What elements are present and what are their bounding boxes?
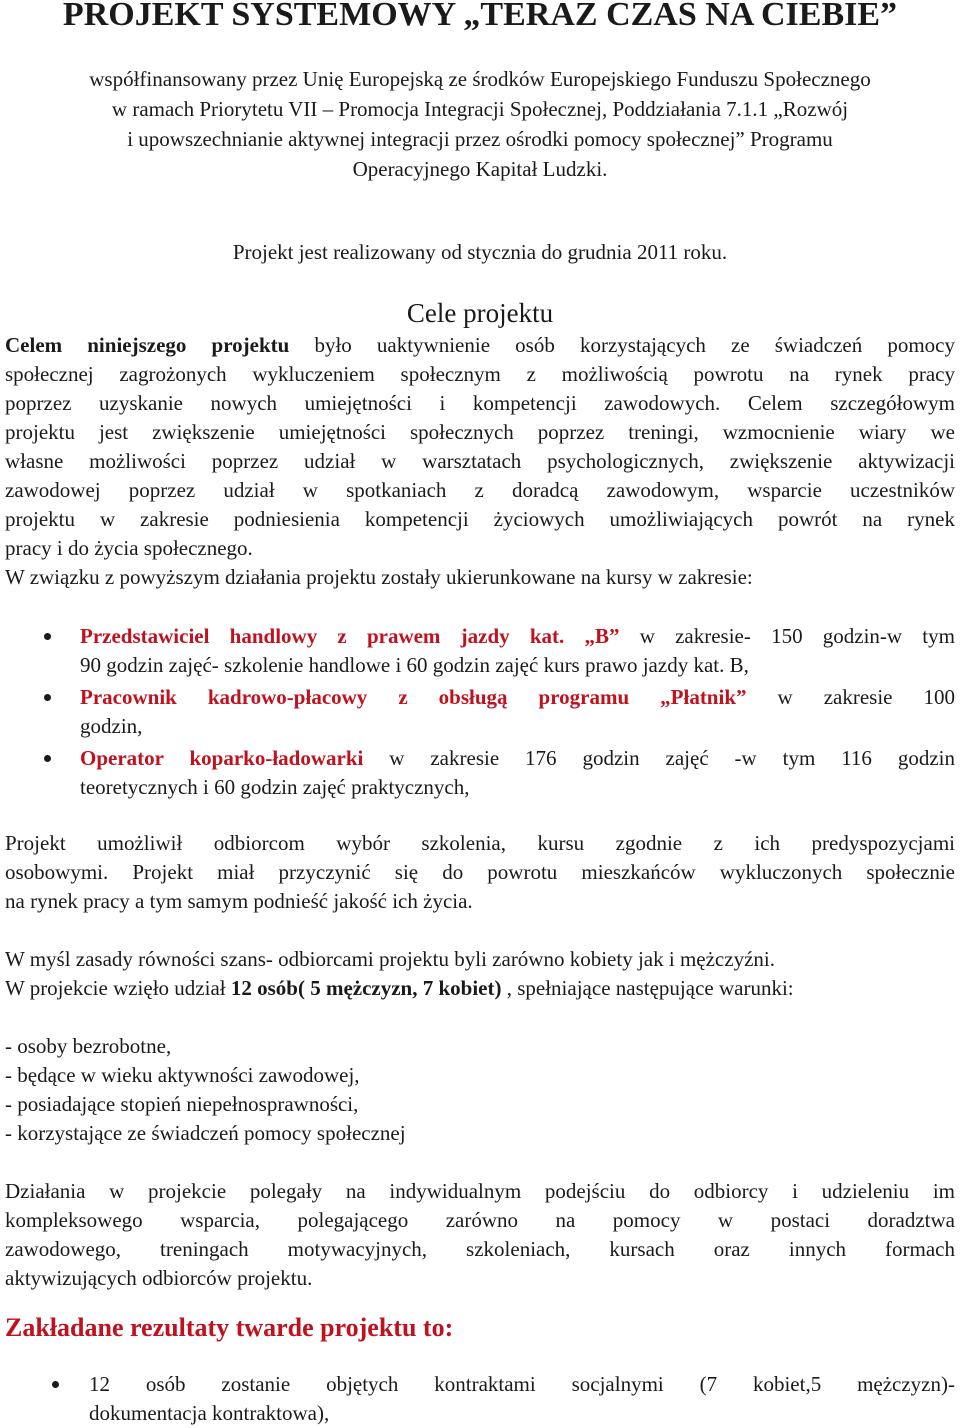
paragraph-line: własne możliwości poprzez udział w warsztatach psychologicznych, zwiększenie aktywizacji xyxy=(5,449,955,473)
paragraph-line: W związku z powyższym działania projektu zostały ukierunkowane na kursy w zakresie: xyxy=(5,565,753,589)
intro-line: współfinansowany przez Unię Europejską ze środków Europejskiego Funduszu Społecznego xyxy=(89,67,871,91)
text-span: w zakresie 100 xyxy=(746,685,956,709)
paragraph-line: pracy i do życia społecznego. xyxy=(5,536,253,560)
text-span: w zakresie 176 godzin zajęć -w tym 116 godzin xyxy=(363,746,955,770)
paragraph-line: zawodowej poprzez udział w spotkaniach z doradcą zawodowym, wsparcie uczestników xyxy=(5,478,955,502)
section-heading-rezultaty: Zakładane rezultaty twarde projektu to: xyxy=(5,1313,454,1342)
dzialania-paragraph xyxy=(5,1177,955,1293)
rownosc-paragraph xyxy=(5,945,955,1003)
paragraph-line: Projekt umożliwił odbiorcom wybór szkolenia, kursu zgodnie z ich predyspozycjami xyxy=(5,831,955,855)
paragraph-line: poprzez uzyskanie nowych umiejętności i kompetencji zawodowych. Celem szczegółowym xyxy=(5,391,955,415)
course-name: Operator koparko-ładowarki xyxy=(80,746,364,770)
bullet-icon xyxy=(44,633,51,640)
paragraph-line: na rynek pracy a tym samym podnieść jakość ich życia. xyxy=(5,889,473,913)
list-item-line xyxy=(80,744,955,773)
text-span: w zakresie- 150 godzin-w tym xyxy=(619,624,955,648)
list-item-line: 90 godzin zajęć- szkolenie handlowe i 60 godzin zajęć kurs prawo jazdy kat. B, xyxy=(80,653,749,677)
paragraph-line: zawodowego, treningach motywacyjnych, szkoleniach, kursach oraz innych formach xyxy=(5,1237,955,1261)
paragraph-line: projektu w zakresie podniesienia kompetencji życiowych umożliwiających powrót na rynek xyxy=(5,507,955,531)
list-item xyxy=(0,683,960,741)
text-span: było uaktywnienie osób korzystających ze świadczeń pomocy xyxy=(289,333,955,357)
document-title: PROJEKT SYSTEMOWY „TERAZ CZAS NA CIEBIE” xyxy=(62,0,898,33)
paragraph-line: W myśl zasady równości szans- odbiorcami projektu byli zarówno kobiety jak i mężczyźni. xyxy=(5,947,775,971)
cele-paragraph xyxy=(5,331,955,592)
bullet-icon xyxy=(44,755,51,762)
bullet-icon xyxy=(44,694,51,701)
project-period: Projekt jest realizowany od stycznia do grudnia 2011 roku. xyxy=(232,240,728,264)
list-item xyxy=(0,622,960,680)
intro-line: w ramach Priorytetu VII – Promocja Integracji Społecznej, Poddziałania 7.1.1 „Rozwój xyxy=(111,97,849,121)
course-list xyxy=(0,622,960,802)
section-heading-cele: Cele projektu xyxy=(406,298,554,328)
list-item-line: godzin, xyxy=(80,714,143,738)
list-item-line: teoretycznych i 60 godzin zajęć praktycznych, xyxy=(80,775,470,799)
condition-item: - osoby bezrobotne, xyxy=(5,1034,172,1058)
condition-item: - korzystające ze świadczeń pomocy społecznej xyxy=(5,1121,406,1145)
list-item xyxy=(0,744,960,802)
course-name: Pracownik kadrowo-płacowy z obsługą programu „Płatnik” xyxy=(80,685,747,709)
text-span: W projekcie wzięło udział xyxy=(5,976,231,1000)
intro-line: i upowszechnianie aktywnej integracji przez ośrodki pomocy społecznej” Programu xyxy=(127,127,833,151)
paragraph-line: społecznej zagrożonych wykluczeniem społecznym z możliwością powrotu na rynek pracy xyxy=(5,362,955,386)
conditions-list xyxy=(5,1032,955,1148)
text-span: , spełniające następujące warunki: xyxy=(501,976,794,1000)
intro-line: Operacyjnego Kapitał Ludzki. xyxy=(352,157,608,181)
condition-item: - będące w wieku aktywności zawodowej, xyxy=(5,1063,360,1087)
list-item-line xyxy=(80,622,955,651)
course-name: Przedstawiciel handlowy z prawem jazdy kat. „B” xyxy=(80,624,620,648)
paragraph-line: aktywizujących odbiorców projektu. xyxy=(5,1266,313,1290)
paragraph-line: Działania w projekcie polegały na indywidualnym podejściu do odbiorcy i udzieleniu im xyxy=(5,1179,955,1203)
results-list xyxy=(0,1370,960,1428)
paragraph-line: projektu jest zwiększenie umiejętności społecznych poprzez treningi, wzmocnienie wiary we xyxy=(5,420,955,444)
bold-phrase: Celem niniejszego projektu xyxy=(5,333,290,357)
paragraph-line xyxy=(5,331,955,360)
wybor-paragraph xyxy=(5,829,955,916)
funding-intro xyxy=(0,64,960,184)
paragraph-line: osobowymi. Projekt miał przyczynić się do powrotu mieszkańców wykluczonych społecznie xyxy=(5,860,955,884)
list-item-line: dokumentacja kontraktowa), xyxy=(89,1401,330,1425)
participants-count: 12 osób( 5 mężczyzn, 7 kobiet) xyxy=(230,976,502,1000)
paragraph-line: kompleksowego wsparcia, polegającego zarówno na pomocy w postaci doradztwa xyxy=(5,1208,955,1232)
condition-item: - posiadające stopień niepełnosprawności, xyxy=(5,1092,359,1116)
list-item-line: 12 osób zostanie objętych kontraktami socjalnymi (7 kobiet,5 mężczyzn)- xyxy=(89,1372,955,1396)
list-item xyxy=(0,1370,960,1428)
bullet-icon xyxy=(52,1381,59,1388)
paragraph-line xyxy=(5,974,955,1003)
list-item-line xyxy=(80,683,955,712)
